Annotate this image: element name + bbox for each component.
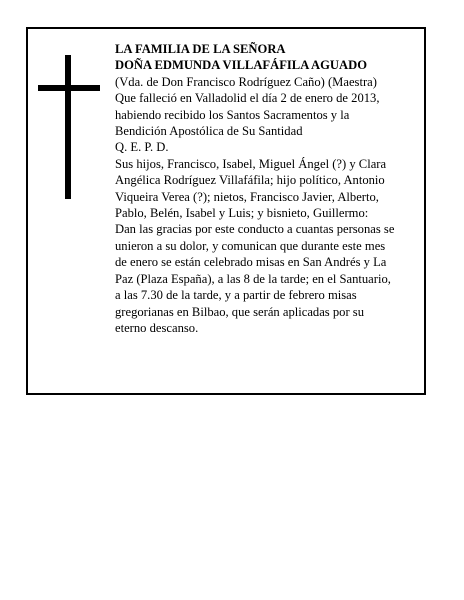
cross-horizontal-bar	[38, 85, 100, 91]
body-line: a las 7.30 de la tarde, y a partir de febrero misas	[115, 288, 357, 303]
body-line: Angélica Rodríguez Villafáfila; hijo político, Antonio	[115, 173, 385, 188]
body-line: Bendición Apostólica de Su Santidad	[115, 124, 303, 139]
body-line: Pablo, Belén, Isabel y Luis; y bisnieto, Guillermo:	[115, 206, 369, 221]
body-line: gregorianas en Bilbao, que serán aplicadas por su	[115, 304, 364, 319]
body-line: unieron a su dolor, y comunican que durante este mes	[115, 238, 386, 253]
cross-vertical-bar	[65, 55, 71, 199]
notice-text	[115, 41, 423, 336]
obituary-notice	[26, 27, 426, 395]
body-line: de enero se están celebrado misas en San Andrés y La	[115, 255, 387, 270]
body-line: habiendo recibido los Santos Sacramentos y la	[115, 107, 350, 122]
heading-line-family: LA FAMILIA DE LA SEÑORA	[115, 42, 286, 56]
body-line: Dan las gracias por este conducto a cuantas personas se	[115, 222, 395, 237]
cross-icon	[38, 55, 100, 199]
body-line: Que falleció en Valladolid el día 2 de enero de 2013,	[115, 91, 380, 106]
body-line: eterno descanso.	[115, 320, 199, 335]
body-line: Sus hijos, Francisco, Isabel, Miguel Ángel (?) y Clara	[115, 156, 387, 171]
body-line: (Vda. de Don Francisco Rodríguez Caño) (Maestra)	[115, 74, 377, 89]
heading-line-name: DOÑA EDMUNDA VILLAFÁFILA AGUADO	[115, 58, 368, 73]
body-line: Q. E. P. D.	[115, 140, 169, 155]
body-line: Paz (Plaza España), a las 8 de la tarde; en el Santuario,	[115, 271, 391, 286]
body-line: Viqueira Verea (?); nietos, Francisco Javier, Alberto,	[115, 189, 379, 204]
